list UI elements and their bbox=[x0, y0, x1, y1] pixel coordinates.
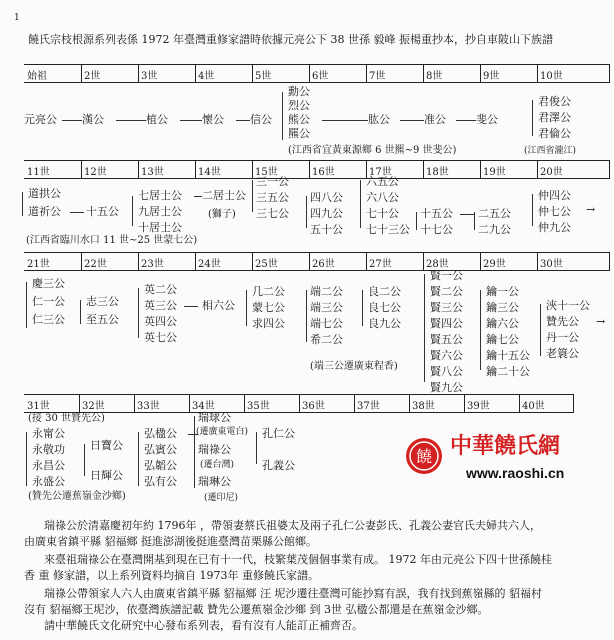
connector bbox=[184, 306, 198, 307]
bracket bbox=[306, 290, 307, 342]
person-g16-2: 四九公 bbox=[310, 207, 343, 220]
bracket bbox=[480, 290, 481, 370]
bracket bbox=[194, 416, 195, 488]
generation-bar-2 bbox=[24, 160, 610, 179]
generation-label: 25世 bbox=[255, 259, 278, 270]
generation-label: 27世 bbox=[369, 259, 392, 270]
person-g24: 相六公 bbox=[202, 299, 235, 312]
generation-label: 14世 bbox=[198, 167, 221, 178]
person-han: 漢公 bbox=[82, 113, 104, 126]
page-number: 1 bbox=[14, 13, 20, 23]
person-g32-1: 日寶公 bbox=[90, 439, 123, 452]
bracket bbox=[132, 196, 133, 226]
person-g13-3: 十居士公 bbox=[138, 221, 182, 234]
person-g27-1: 良二公 bbox=[368, 285, 401, 298]
bracket bbox=[282, 92, 283, 140]
bracket bbox=[360, 180, 361, 228]
generation-label: 3世 bbox=[141, 71, 158, 82]
generation-divider bbox=[195, 161, 196, 178]
connector bbox=[236, 120, 250, 121]
bracket bbox=[306, 196, 307, 228]
generation-label: 12世 bbox=[84, 167, 107, 178]
person-g19-2: 二九公 bbox=[478, 223, 511, 236]
generation-label: 20世 bbox=[540, 167, 563, 178]
brand-name: 中華饒氏網 bbox=[450, 434, 561, 459]
person-g16-3: 五十公 bbox=[310, 223, 343, 236]
generation-divider bbox=[79, 395, 80, 412]
person-g10-1: 君俊公 bbox=[538, 95, 571, 108]
generation-label: 19世 bbox=[483, 167, 506, 178]
person-g31-1: 永甯公 bbox=[32, 427, 65, 440]
connector bbox=[70, 212, 84, 213]
person-g33-1: 弘楹公 bbox=[144, 427, 177, 440]
generation-label: 始祖 bbox=[27, 71, 47, 82]
person-g30-1: 浹十一公 bbox=[546, 299, 590, 312]
person-g20-1: 仲四公 bbox=[538, 189, 571, 202]
generation-divider bbox=[252, 161, 253, 178]
generation-divider bbox=[537, 161, 538, 178]
seal-char: 饒 bbox=[415, 447, 433, 466]
generation-bar-4 bbox=[24, 394, 574, 413]
person-g18-1: 十五公 bbox=[420, 207, 453, 220]
location-note: (江西省宜黃東源鄉 6 世羆~9 世斐公) bbox=[288, 145, 457, 156]
person-g21-3: 仁三公 bbox=[32, 313, 65, 326]
generation-label: 10世 bbox=[540, 71, 563, 82]
person-g10-2: 君澤公 bbox=[538, 111, 571, 124]
person-g6-4: 羆公 bbox=[288, 127, 310, 140]
generation-divider bbox=[423, 253, 424, 270]
migration-note: (遷台灣) bbox=[200, 460, 235, 470]
generation-label: 33世 bbox=[137, 401, 160, 412]
generation-label: 26世 bbox=[312, 259, 335, 270]
generation-label: 39世 bbox=[467, 401, 490, 412]
generation-divider bbox=[309, 65, 310, 82]
paragraph-line: 由廣東省鎮平縣 貂福鄉 挺進澎湖後挺進臺灣苗栗縣公館鄉。 bbox=[24, 535, 317, 548]
person-g34-2: 瑞祿公 bbox=[198, 443, 231, 456]
person-g27-3: 良九公 bbox=[368, 317, 401, 330]
person-g19-1: 二五公 bbox=[478, 207, 511, 220]
person-g10-3: 君倫公 bbox=[538, 127, 571, 140]
person-g25-3: 求四公 bbox=[252, 317, 285, 330]
generation-divider bbox=[480, 253, 481, 270]
person-g28-1: 賢一公 bbox=[430, 269, 463, 282]
generation-label: 21世 bbox=[27, 259, 50, 270]
person-g34-1: 瑞球公 bbox=[198, 411, 231, 424]
generation-divider bbox=[609, 161, 610, 178]
person-g33-2: 弘賓公 bbox=[144, 443, 177, 456]
bracket bbox=[26, 432, 27, 486]
person-g25-1: 几二公 bbox=[252, 285, 285, 298]
generation-divider bbox=[299, 395, 300, 412]
person-g25-2: 蒙七公 bbox=[252, 301, 285, 314]
bracket bbox=[362, 290, 363, 326]
bracket bbox=[416, 212, 417, 230]
person-g26-2: 端三公 bbox=[310, 301, 343, 314]
person-g11-1: 道拱公 bbox=[28, 187, 61, 200]
generation-divider bbox=[480, 161, 481, 178]
generation-label: 38世 bbox=[412, 401, 435, 412]
person-g30-4: 老簑公 bbox=[546, 347, 579, 360]
generation-label: 7世 bbox=[369, 71, 386, 82]
person-g29-5: 鑰十五公 bbox=[486, 349, 530, 362]
person-g28-7: 賢八公 bbox=[430, 365, 463, 378]
page-title: 饒氏宗枝根源系列表係 1972 年臺灣重修家譜時依據元亮公下 38 世孫 毅峰 振楊重抄本，抄自車陂山下族譜 bbox=[28, 33, 553, 46]
generation-bar-3 bbox=[24, 252, 610, 271]
person-g32-2: 日輝公 bbox=[90, 469, 123, 482]
generation-divider bbox=[537, 65, 538, 82]
site-logo bbox=[404, 430, 604, 494]
paragraph-line: 來臺祖瑞祿公在臺灣開基到現在已有十一代，枝繁葉茂個個事業有成。 1972 年由元亮公下四十世孫饒桂 bbox=[44, 553, 552, 566]
person-g31-2: 永敬功 bbox=[32, 443, 65, 456]
person-g34-3: 瑞琳公 bbox=[198, 475, 231, 488]
generation-divider bbox=[252, 253, 253, 270]
person-g20-3: 仲九公 bbox=[538, 221, 571, 234]
bracket bbox=[26, 282, 27, 328]
person-g28-2: 賢二公 bbox=[430, 285, 463, 298]
generation-divider bbox=[138, 253, 139, 270]
person-g6-2: 烈公 bbox=[288, 99, 310, 112]
migration-note: (遷廣東電白) bbox=[196, 427, 249, 437]
generation-divider bbox=[609, 65, 610, 82]
generation-divider bbox=[81, 161, 82, 178]
person-g28-6: 賢六公 bbox=[430, 349, 463, 362]
generation-label: 32世 bbox=[82, 401, 105, 412]
person-g13-1: 七居士公 bbox=[138, 189, 182, 202]
person-g16-1: 四八公 bbox=[310, 191, 343, 204]
generation-label: 28世 bbox=[426, 259, 449, 270]
person-g22-2: 至五公 bbox=[86, 313, 119, 326]
person-g23-1: 英二公 bbox=[144, 283, 177, 296]
bracket bbox=[84, 444, 85, 476]
person-g30-3: 丹一公 bbox=[546, 331, 579, 344]
paragraph-line: 請中華饒氏文化研究中心發布系列表，看有沒有人能訂正補齊否。 bbox=[44, 619, 363, 632]
person-g35-2: 孔義公 bbox=[262, 459, 295, 472]
person-g15-1: 三一公 bbox=[256, 175, 289, 188]
person-g29-4: 鑰七公 bbox=[486, 333, 519, 346]
generation-divider bbox=[134, 395, 135, 412]
generation-label: 16世 bbox=[312, 167, 335, 178]
person-g33-3: 弘韜公 bbox=[144, 459, 177, 472]
person-g21-2: 仁一公 bbox=[32, 295, 65, 308]
person-xin: 信公 bbox=[250, 113, 272, 126]
generation-label: 4世 bbox=[198, 71, 215, 82]
person-g28-8: 賢九公 bbox=[430, 381, 463, 394]
generation-divider bbox=[537, 253, 538, 270]
person-g23-4: 英七公 bbox=[144, 331, 177, 344]
generation-label: 40世 bbox=[522, 401, 545, 412]
person-g17-1: 六五公 bbox=[366, 175, 399, 188]
generation-divider bbox=[480, 65, 481, 82]
person-zhun: 准公 bbox=[424, 113, 446, 126]
connector bbox=[400, 120, 424, 121]
continue-arrow-icon: → bbox=[586, 203, 596, 216]
bracket bbox=[540, 304, 541, 356]
bracket bbox=[474, 212, 475, 230]
connector bbox=[180, 120, 202, 121]
connector bbox=[460, 214, 474, 215]
bracket bbox=[246, 290, 247, 326]
generation-label: 29世 bbox=[483, 259, 506, 270]
seal-icon bbox=[404, 436, 444, 476]
generation-label: 31世 bbox=[27, 401, 50, 412]
generation-divider bbox=[464, 395, 465, 412]
person-g29-3: 鑰六公 bbox=[486, 317, 519, 330]
bracket bbox=[252, 180, 253, 212]
generation-label: 13世 bbox=[141, 167, 164, 178]
brand-url: www.raoshi.cn bbox=[466, 465, 565, 481]
connector bbox=[456, 120, 476, 121]
connector bbox=[62, 120, 82, 121]
person-gong: 肱公 bbox=[368, 113, 390, 126]
person-g26-3: 端七公 bbox=[310, 317, 343, 330]
person-g26-4: 希二公 bbox=[310, 333, 343, 346]
generation-divider bbox=[309, 161, 310, 178]
paragraph-line: 瑞祿公於清嘉慶初年約 1796年 ，帶領妻蔡氏祖婆太及兩子孔仁公妻彭氏、孔義公妻官氏夫婦共六人， bbox=[44, 519, 541, 532]
generation-label: 24世 bbox=[198, 259, 221, 270]
bracket bbox=[256, 432, 257, 464]
person-g28-4: 賢四公 bbox=[430, 317, 463, 330]
generation-divider bbox=[354, 395, 355, 412]
paragraph-line: 瑞祿公帶領家人六人由廣東省鎮平縣 貂福鄉 汪 坭沙遷往臺灣可能抄寫有誤，我有找到蕉嶺縣的 貂福村 bbox=[44, 587, 542, 600]
generation-divider bbox=[423, 161, 424, 178]
person-yuanliang: 元亮公 bbox=[24, 113, 57, 126]
generation-divider bbox=[252, 65, 253, 82]
generation-divider bbox=[366, 253, 367, 270]
generation-label: 18世 bbox=[426, 167, 449, 178]
person-g35-1: 孔仁公 bbox=[262, 427, 295, 440]
generation-bar-1 bbox=[24, 64, 610, 83]
person-g30-2: 贊先公 bbox=[546, 315, 579, 328]
generation-divider bbox=[138, 65, 139, 82]
person-g17-2: 六八公 bbox=[366, 191, 399, 204]
generation-divider bbox=[138, 161, 139, 178]
generation-divider bbox=[244, 395, 245, 412]
person-g14: 二居士公 bbox=[202, 189, 246, 202]
location-note: (端三公遷廣東程香) bbox=[310, 361, 398, 372]
generation-divider bbox=[81, 253, 82, 270]
generation-divider bbox=[366, 65, 367, 82]
bracket bbox=[532, 194, 533, 226]
person-g23-2: 英三公 bbox=[144, 299, 177, 312]
generation-label: 11世 bbox=[27, 167, 50, 178]
person-huai: 懷公 bbox=[202, 113, 224, 126]
bracket bbox=[22, 192, 23, 216]
person-shiwu: 十五公 bbox=[86, 205, 119, 218]
generation-label: 37世 bbox=[357, 401, 380, 412]
generation-divider bbox=[573, 395, 574, 412]
person-g13-2: 九居士公 bbox=[138, 205, 182, 218]
generation-divider bbox=[609, 253, 610, 270]
bracket bbox=[424, 274, 425, 382]
person-g29-6: 鑰二十公 bbox=[486, 365, 530, 378]
bracket bbox=[138, 432, 139, 486]
location-note: (江西省臨川水口 11 世~25 世蒙七公) bbox=[26, 235, 198, 246]
generation-divider bbox=[423, 65, 424, 82]
generation-divider bbox=[195, 65, 196, 82]
migration-note: (遷印尼) bbox=[204, 493, 239, 503]
person-g18-2: 十七公 bbox=[420, 223, 453, 236]
person-g6-1: 勳公 bbox=[288, 85, 310, 98]
person-g17-3: 七十公 bbox=[366, 207, 399, 220]
continuation-note: (接 30 世贊先公) bbox=[28, 413, 105, 424]
person-g15-3: 三七公 bbox=[256, 207, 289, 220]
person-zhi: 植公 bbox=[146, 113, 168, 126]
person-g27-2: 良七公 bbox=[368, 301, 401, 314]
generation-label: 9世 bbox=[483, 71, 500, 82]
generation-label: 17世 bbox=[369, 167, 392, 178]
connector bbox=[194, 196, 202, 197]
person-fei: 斐公 bbox=[476, 113, 498, 126]
person-g28-3: 賢三公 bbox=[430, 301, 463, 314]
person-g33-4: 弘有公 bbox=[144, 475, 177, 488]
generation-label: 6世 bbox=[312, 71, 329, 82]
bracket bbox=[80, 300, 81, 324]
generation-label: 2世 bbox=[84, 71, 101, 82]
person-g31-4: 永盛公 bbox=[32, 475, 65, 488]
generation-label: 35世 bbox=[247, 401, 270, 412]
continue-arrow-icon: → bbox=[596, 315, 606, 328]
generation-divider bbox=[409, 395, 410, 412]
person-g23-3: 英四公 bbox=[144, 315, 177, 328]
connector bbox=[322, 120, 368, 121]
generation-label: 30世 bbox=[540, 259, 563, 270]
person-g6-3: 熊公 bbox=[288, 113, 310, 126]
person-g15-2: 三五公 bbox=[256, 191, 289, 204]
location-note: (江西省瀧江) bbox=[524, 146, 577, 156]
generation-label: 36世 bbox=[302, 401, 325, 412]
person-g26-1: 端二公 bbox=[310, 285, 343, 298]
person-g20-2: 仲七公 bbox=[538, 205, 571, 218]
generation-divider bbox=[195, 253, 196, 270]
person-g31-3: 永昌公 bbox=[32, 459, 65, 472]
generation-label: 15世 bbox=[255, 167, 278, 178]
generation-label: 34世 bbox=[192, 401, 215, 412]
paragraph-line: 沒有 貂福鄉王坭沙，依臺灣族譜記載 贊先公遷蕉嶺金沙鄉 到 3世 弘楹公都還是在蕉嶺金沙鄉。 bbox=[24, 603, 489, 616]
person-g17-4: 七十三公 bbox=[366, 223, 410, 236]
person-g11-2: 道祈公 bbox=[28, 205, 61, 218]
generation-divider bbox=[189, 395, 190, 412]
generation-label: 22世 bbox=[84, 259, 107, 270]
person-g21-1: 慶三公 bbox=[32, 277, 65, 290]
person-g29-2: 鑰三公 bbox=[486, 301, 519, 314]
paragraph-line: 香 重 修家譜，以上系列資料均摘自 1973年 重修饒氏家譜。 bbox=[24, 569, 319, 582]
migration-note: (贊先公遷蕉嶺金沙鄉) bbox=[28, 491, 126, 502]
generation-divider bbox=[309, 253, 310, 270]
person-g29-1: 鑰一公 bbox=[486, 285, 519, 298]
generation-label: 23世 bbox=[141, 259, 164, 270]
person-g22-1: 志三公 bbox=[86, 295, 119, 308]
generation-label: 5世 bbox=[255, 71, 272, 82]
bracket bbox=[138, 288, 139, 338]
generation-divider bbox=[519, 395, 520, 412]
bracket bbox=[532, 100, 533, 136]
generation-label: 8世 bbox=[426, 71, 443, 82]
nickname-note: (獅子) bbox=[208, 209, 236, 220]
person-g28-5: 賢五公 bbox=[430, 333, 463, 346]
generation-divider bbox=[81, 65, 82, 82]
connector bbox=[116, 120, 146, 121]
